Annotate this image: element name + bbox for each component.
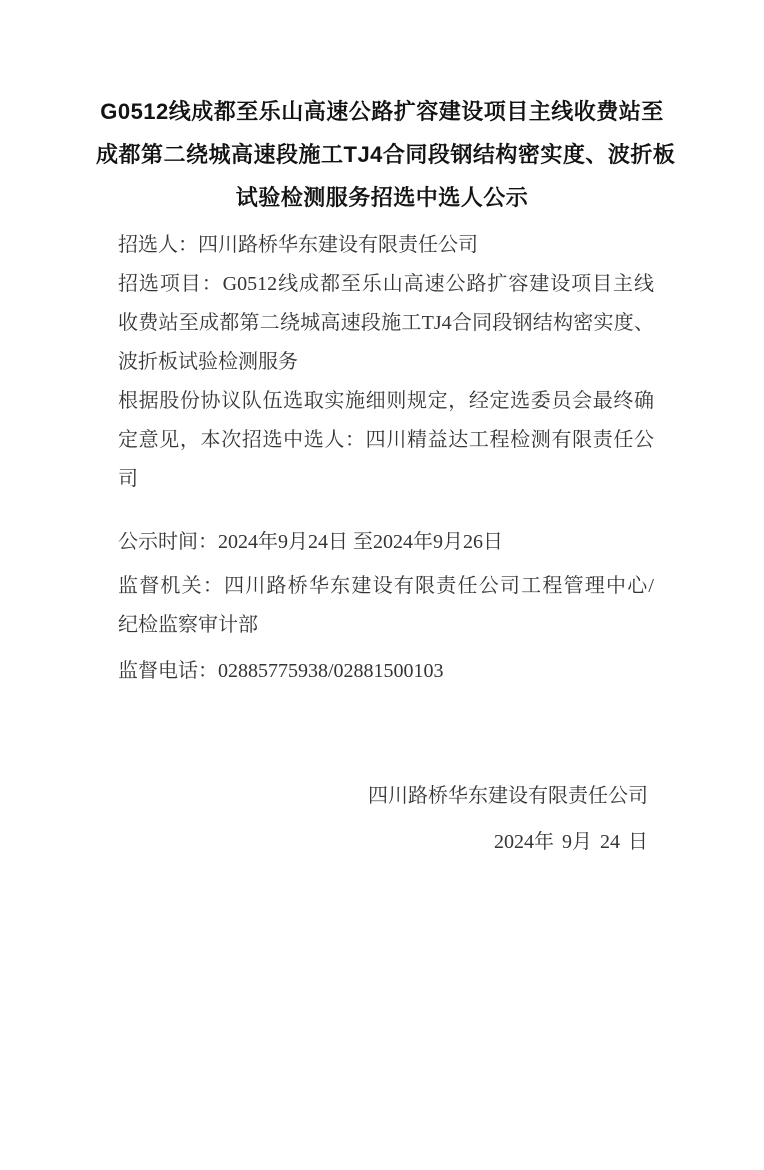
supervisor-paragraph	[118, 567, 654, 645]
phone-line: 监督电话：02885775938/02881500103	[118, 660, 444, 682]
signature-block	[0, 777, 764, 862]
title-line-1: G0512线成都至乐山高速公路扩容建设项目主线收费站至	[100, 99, 664, 124]
project-line-3: 波折板试验检测服务	[118, 351, 298, 373]
decision-line-2: 定意见，本次招选中选人：四川精益达工程检测有限责任公	[118, 429, 654, 451]
announcement-title	[0, 90, 764, 219]
publicity-time-line: 公示时间：2024年9月24日 至2024年9月26日	[118, 531, 503, 553]
decision-paragraph	[118, 382, 654, 499]
signature-company: 四川路桥华东建设有限责任公司	[368, 785, 648, 807]
recruiter-line: 招选人：四川路桥华东建设有限责任公司	[118, 234, 478, 256]
announcement-body	[0, 226, 764, 691]
supervisor-line-1: 监督机关：四川路桥华东建设有限责任公司工程管理中心/	[118, 575, 654, 597]
title-line-3: 试验检测服务招选中选人公示	[235, 185, 529, 210]
title-line-2: 成都第二绕城高速段施工TJ4合同段钢结构密实度、波折板	[96, 142, 676, 167]
signature-date: 2024年 9月 24 日	[494, 831, 648, 853]
document-page	[0, 90, 764, 1170]
project-line-2: 收费站至成都第二绕城高速段施工TJ4合同段钢结构密实度、	[118, 312, 654, 334]
supervisor-line-2: 纪检监察审计部	[118, 614, 258, 636]
decision-line-1: 根据股份协议队伍选取实施细则规定，经定选委员会最终确	[118, 390, 654, 412]
decision-line-3: 司	[118, 468, 138, 490]
project-paragraph	[118, 265, 654, 382]
publicity-time-paragraph	[118, 523, 654, 562]
phone-paragraph	[118, 652, 654, 691]
recruiter-paragraph	[118, 226, 654, 265]
project-line-1: 招选项目：G0512线成都至乐山高速公路扩容建设项目主线	[118, 273, 654, 295]
